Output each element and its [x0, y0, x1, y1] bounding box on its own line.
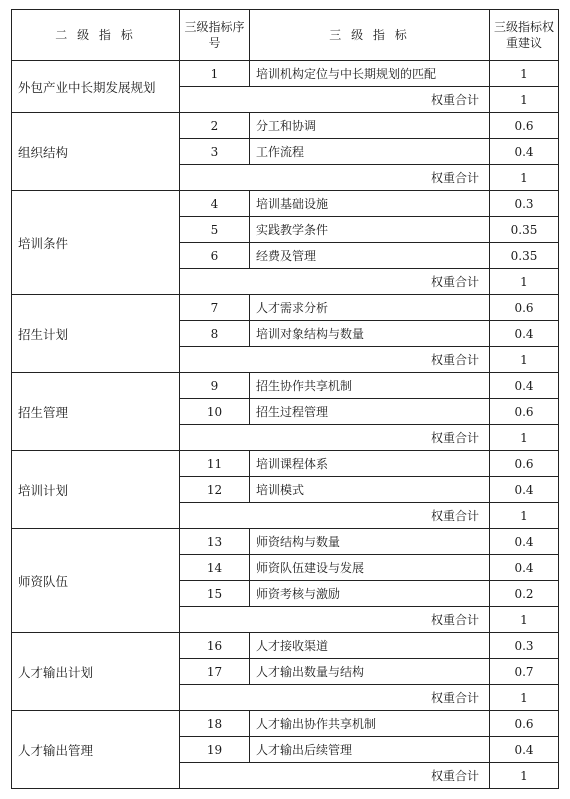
level3-indicator-cell: 分工和协调 — [250, 113, 490, 139]
level3-indicator-cell: 培训课程体系 — [250, 451, 490, 477]
weight-cell: 0.4 — [490, 529, 559, 555]
level3-indicator-cell: 人才输出协作共享机制 — [250, 711, 490, 737]
seq-cell: 16 — [180, 633, 250, 659]
weight-total-value: 1 — [490, 685, 559, 711]
weight-total-value: 1 — [490, 503, 559, 529]
level3-indicator-cell: 培训对象结构与数量 — [250, 321, 490, 347]
seq-cell: 17 — [180, 659, 250, 685]
header-row — [12, 10, 559, 61]
seq-cell: 5 — [180, 217, 250, 243]
level3-indicator-cell: 培训模式 — [250, 477, 490, 503]
weight-total-value: 1 — [490, 607, 559, 633]
header-level3: 三 级 指 标 — [250, 10, 490, 61]
seq-cell: 4 — [180, 191, 250, 217]
weight-cell: 0.6 — [490, 113, 559, 139]
seq-cell: 1 — [180, 61, 250, 87]
weight-cell: 0.4 — [490, 555, 559, 581]
weight-total-value: 1 — [490, 347, 559, 373]
seq-cell: 2 — [180, 113, 250, 139]
seq-cell: 18 — [180, 711, 250, 737]
weight-total-label: 权重合计 — [180, 607, 490, 633]
seq-cell: 7 — [180, 295, 250, 321]
seq-cell: 15 — [180, 581, 250, 607]
weight-total-label: 权重合计 — [180, 269, 490, 295]
weight-total-value: 1 — [490, 87, 559, 113]
weight-cell: 0.35 — [490, 243, 559, 269]
weight-cell: 0.6 — [490, 295, 559, 321]
table-row — [12, 373, 559, 399]
header-weight: 三级指标权重建议 — [490, 10, 559, 61]
weight-cell: 0.35 — [490, 217, 559, 243]
weight-cell: 0.4 — [490, 139, 559, 165]
level3-indicator-cell: 经费及管理 — [250, 243, 490, 269]
indicator-weight-table — [11, 9, 559, 789]
weight-total-value: 1 — [490, 269, 559, 295]
level2-indicator-cell: 组织结构 — [12, 113, 180, 191]
level3-indicator-cell: 人才输出后续管理 — [250, 737, 490, 763]
seq-cell: 11 — [180, 451, 250, 477]
level2-indicator-cell: 人才输出管理 — [12, 711, 180, 789]
level2-indicator-cell: 培训条件 — [12, 191, 180, 295]
level2-indicator-cell: 外包产业中长期发展规划 — [12, 61, 180, 113]
level2-indicator-cell: 培训计划 — [12, 451, 180, 529]
level3-indicator-cell: 招生过程管理 — [250, 399, 490, 425]
weight-cell: 0.6 — [490, 451, 559, 477]
level3-indicator-cell: 招生协作共享机制 — [250, 373, 490, 399]
weight-cell: 0.4 — [490, 321, 559, 347]
table-body — [12, 61, 559, 789]
level3-indicator-cell: 工作流程 — [250, 139, 490, 165]
table-row — [12, 711, 559, 737]
weight-cell: 0.3 — [490, 191, 559, 217]
seq-cell: 10 — [180, 399, 250, 425]
level3-indicator-cell: 培训机构定位与中长期规划的匹配 — [250, 61, 490, 87]
table-row — [12, 191, 559, 217]
seq-cell: 12 — [180, 477, 250, 503]
level3-indicator-cell: 人才需求分析 — [250, 295, 490, 321]
seq-cell: 8 — [180, 321, 250, 347]
header-seq: 三级指标序号 — [180, 10, 250, 61]
weight-total-label: 权重合计 — [180, 165, 490, 191]
weight-total-label: 权重合计 — [180, 503, 490, 529]
weight-cell: 0.7 — [490, 659, 559, 685]
weight-cell: 1 — [490, 61, 559, 87]
level2-indicator-cell: 人才输出计划 — [12, 633, 180, 711]
level3-indicator-cell: 培训基础设施 — [250, 191, 490, 217]
level3-indicator-cell: 人才输出数量与结构 — [250, 659, 490, 685]
weight-total-label: 权重合计 — [180, 685, 490, 711]
level2-indicator-cell: 招生计划 — [12, 295, 180, 373]
weight-cell: 0.2 — [490, 581, 559, 607]
weight-total-label: 权重合计 — [180, 763, 490, 789]
level3-indicator-cell: 实践教学条件 — [250, 217, 490, 243]
seq-cell: 14 — [180, 555, 250, 581]
table-row — [12, 451, 559, 477]
level3-indicator-cell: 师资队伍建设与发展 — [250, 555, 490, 581]
weight-total-value: 1 — [490, 425, 559, 451]
seq-cell: 19 — [180, 737, 250, 763]
header-level2: 二 级 指 标 — [12, 10, 180, 61]
level3-indicator-cell: 师资考核与激励 — [250, 581, 490, 607]
table-row — [12, 113, 559, 139]
seq-cell: 6 — [180, 243, 250, 269]
weight-cell: 0.6 — [490, 399, 559, 425]
weight-cell: 0.4 — [490, 737, 559, 763]
level2-indicator-cell: 师资队伍 — [12, 529, 180, 633]
table-row — [12, 529, 559, 555]
weight-cell: 0.6 — [490, 711, 559, 737]
table-row — [12, 61, 559, 87]
weight-total-label: 权重合计 — [180, 425, 490, 451]
level3-indicator-cell: 人才接收渠道 — [250, 633, 490, 659]
weight-cell: 0.3 — [490, 633, 559, 659]
weight-total-label: 权重合计 — [180, 87, 490, 113]
table-row — [12, 295, 559, 321]
weight-cell: 0.4 — [490, 373, 559, 399]
level2-indicator-cell: 招生管理 — [12, 373, 180, 451]
seq-cell: 13 — [180, 529, 250, 555]
weight-total-label: 权重合计 — [180, 347, 490, 373]
weight-total-value: 1 — [490, 165, 559, 191]
weight-total-value: 1 — [490, 763, 559, 789]
weight-cell: 0.4 — [490, 477, 559, 503]
level3-indicator-cell: 师资结构与数量 — [250, 529, 490, 555]
seq-cell: 9 — [180, 373, 250, 399]
table-row — [12, 633, 559, 659]
seq-cell: 3 — [180, 139, 250, 165]
